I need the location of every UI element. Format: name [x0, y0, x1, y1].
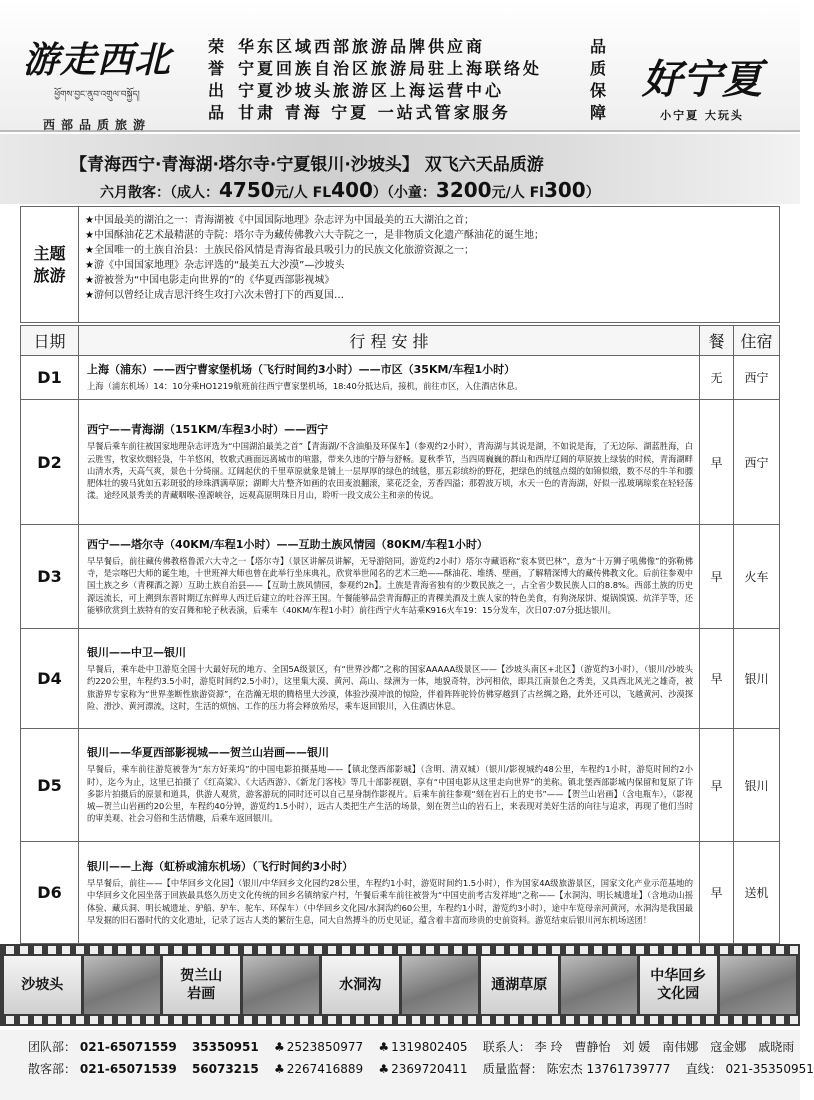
- meal-cell: 早: [700, 842, 734, 944]
- honor-line: 甘肃 青海 宁夏 一站式管家服务: [238, 103, 511, 122]
- plan-text: 早早餐后，前往——【中华回乡文化园】（银川/中华回乡文化园约28公里，车程约1小时，游览时间约1.5小时），作为国家4A级旅游景区，国家文化产业示范基地的中华回乡文化园坐落于回族最具悠久历史文化传统的回乡名镇纳家户村，午餐后乘车前往被誉为“中国史前考古发祥地”之称——【水洞沟、明长城遗址】（含地动山摇体验、藏兵洞、明长城遗址、驴船、驴车、驼车、环保车）（中华回乡文化园/水洞沟约60公里，车程约1小时，游览约3小时），途中车览母亲河黄河，水洞沟是我国最早发掘的旧石器时代的文化遗址，记录了远古人类的繁衍生息，同大自然搏斗的历史见证，蕴含着丰富而珍贵的史前资料。游览结束后银川河东机场送团！: [87, 877, 693, 925]
- plan-text: 上海（浦东机场）14：10分乘HO1219航班前往西宁曹家堡机场，18:40分抵达后，接机，前往市区，入住酒店休息。: [87, 381, 523, 392]
- route-text: 银川——上海（虹桥或浦东机场）（飞行时间约3小时）: [87, 859, 354, 873]
- vertical-left-char: 誉: [207, 59, 224, 78]
- left-brand-tibetan: ཕྱོགས་བྱང་ནུབ་འགྲུལ་བསྐྱོད།: [54, 90, 140, 100]
- table-row: [21, 525, 780, 629]
- header-day: 日期: [21, 326, 79, 356]
- plan-cell: [79, 842, 700, 944]
- frame-label-tonghu: 通湖草原: [481, 956, 558, 1014]
- adult-unit: 元/人 FL: [274, 185, 332, 201]
- film-perforation: [0, 946, 800, 954]
- day-cell: D5: [21, 729, 79, 842]
- vertical-left-char: 出: [207, 81, 224, 100]
- contact-names: 李 玲 曹静怡 刘 媛 南伟娜 寇金娜 戚晓雨: [534, 1040, 795, 1054]
- tour-title: 【青海西宁·青海湖·塔尔寺·宁夏银川·沙坡头】 双飞六天品质游: [70, 155, 544, 175]
- day-cell: D2: [21, 400, 79, 525]
- theme-list: [85, 213, 775, 303]
- plan-text: 早早餐后，前往藏传佛教格鲁派六大寺之一【塔尔寺】（景区讲解员讲解，无导游陪同，游览约2小时）塔尔寺藏语称“衮本贤巴林”，意为“十万狮子吼佛像”的弥勒佛寺，是宗喀巴大师的诞生地，十世班禅大师也曾在此举行坐床典礼，欣赏举世闻名的艺术三绝——酥油花、堆绣、壁画，了解精深博大的藏传佛教文化。后前往参观中国土族之乡（青稞酒之源）互助土族自治县——【互助土族风情园，参观约2h】。土族是青海省独有的少数民族之一，占全省少数民族人口的8.8%。西部土族的历史源远流长，可上溯到东晋时期辽东鲜卑人西迁后建立的吐谷浑王国。午餐能够品尝青海醇正的青稞美酒及土族人家的特色美食，有狗浇尿饼、焜锅馍馍、炕洋芋等，还能够欣赏到土族特有的安召舞和轮子秋表演，后乘车（40KM/车程1小时）前往西宁火车站乘K916火车19：15分发车，次日07:07分抵达银川。: [87, 555, 693, 615]
- child-price: 3200: [435, 178, 492, 202]
- meal-cell: 早: [700, 525, 734, 629]
- frame-label-huixiang: [640, 956, 717, 1014]
- frame-label-shapotou: 沙坡头: [4, 956, 81, 1014]
- right-logo: [622, 48, 782, 123]
- theme-item: ★游《中国国家地理》杂志评选的“最美五大沙漠”—沙坡头: [85, 260, 345, 271]
- theme-item: ★中国酥油花艺术最精湛的寺院：塔尔寺为藏传佛教六大寺院之一，是非物质文化遗产酥油花的诞生地；: [85, 230, 544, 241]
- supervisor: 陈宏杰 13761739777: [546, 1062, 671, 1076]
- vertical-right-char: 品: [589, 37, 606, 56]
- retail-phone: 021-65071539: [79, 1062, 177, 1076]
- route-text: 上海（浦东）——西宁曹家堡机场（飞行时间约3小时）——市区（35KM/车程1小时）: [87, 363, 516, 377]
- frame-text: 贺兰山: [180, 968, 223, 984]
- header: [0, 0, 800, 132]
- route-text: 银川——华夏西部影视城——贺兰山岩画——银川: [87, 746, 329, 760]
- footer: [0, 1030, 814, 1100]
- frame-text: 文化园: [657, 986, 700, 1002]
- child-unit: 元/人 Fl: [491, 185, 544, 201]
- meal-cell: 早: [700, 729, 734, 842]
- contact-label: 联系人：: [482, 1040, 531, 1054]
- plan-cell: [79, 729, 700, 842]
- day-cell: D6: [21, 842, 79, 944]
- plan-cell: [79, 525, 700, 629]
- theme-label: [21, 207, 79, 322]
- route-text: 西宁——塔尔寺（40KM/车程1小时）——互助土族风情园（80KM/车程1小时）: [87, 537, 488, 551]
- qq-number: ♣ 2267416889: [274, 1062, 363, 1076]
- film-frames: [4, 956, 796, 1014]
- plan-cell: [79, 356, 700, 400]
- honor-lines: [238, 36, 578, 124]
- vertical-right-char: 质: [589, 59, 606, 78]
- retail-label: 散客部：: [28, 1062, 77, 1076]
- film-perforation: [0, 1016, 800, 1024]
- table-row: [21, 842, 780, 944]
- group-label: 团队部：: [28, 1040, 77, 1054]
- vertical-left-text: [205, 36, 227, 124]
- itinerary-table: [20, 325, 780, 944]
- left-logo: [22, 32, 172, 133]
- frame-photo-rock: [243, 956, 320, 1014]
- header-plan: 行 程 安 排: [79, 326, 700, 356]
- honor-line: 宁夏回族自治区旅游局驻上海联络处: [238, 59, 543, 78]
- price-mid: ）（小童：: [372, 185, 436, 201]
- table-header-row: [21, 326, 780, 356]
- meal-cell: 早: [700, 400, 734, 525]
- route-text: 银川——中卫—银川: [87, 645, 186, 659]
- frame-text: 岩画: [187, 986, 216, 1002]
- theme-item: ★游何以曾经让成吉思汗终生攻打六次未曾打下的西夏国…: [85, 290, 344, 301]
- qq-number: ♣ 2523850977: [274, 1040, 363, 1054]
- vertical-right-text: [587, 36, 609, 124]
- table-row: [21, 356, 780, 400]
- table-row: [21, 400, 780, 525]
- qq-number: ♣ 2369720411: [378, 1062, 467, 1076]
- stay-cell: 西宁: [734, 356, 780, 400]
- theme-item: ★中国最美的湖泊之一：青海湖被《中国国际地理》杂志评为中国最美的五大湖泊之首；: [85, 215, 474, 226]
- price-line: [100, 178, 740, 202]
- frame-label-helanshan: [163, 956, 240, 1014]
- frame-photo-mosque: [720, 956, 797, 1014]
- footer-row-retail: [28, 1060, 814, 1077]
- price-suffix: ）: [585, 185, 600, 201]
- adult-price: 4750: [219, 178, 275, 202]
- vertical-left-char: 品: [207, 103, 224, 122]
- honor-line: 华东区域西部旅游品牌供应商: [238, 37, 486, 56]
- supervise-label: 质量监督：: [482, 1062, 543, 1076]
- theme-label-line: 旅游: [33, 265, 66, 285]
- frame-label-shuidonggou: 水洞沟: [322, 956, 399, 1014]
- group-phone: 021-65071559: [79, 1040, 177, 1054]
- stay-cell: 西宁: [734, 400, 780, 525]
- day-cell: D3: [21, 525, 79, 629]
- child-fl: 300: [543, 178, 586, 202]
- meal-cell: 早: [700, 629, 734, 729]
- vertical-right-char: 保: [589, 81, 606, 100]
- table-row: [21, 629, 780, 729]
- stay-cell: 送机: [734, 842, 780, 944]
- stay-cell: 银川: [734, 629, 780, 729]
- right-brand-name: 好宁夏: [642, 56, 762, 103]
- plan-text: 早餐后，乘车前往游览被誉为“东方好莱坞”的中国电影拍摄基地——【镇北堡西部影城】（含明、清双城）（银川/影视城约48公里，车程约1小时，游览时间约2小时），迄今为止，这里已拍摄了《红高粱》、《大话西游》、《新龙门客栈》等几十部影视剧，享有“中国电影从这里走向世界”的美称。镇北堡西部影城内保留和复原了许多影片拍摄后的原景和道具，供游人观赏，游客游玩的同时还可以自己星身制作影视片。后乘车前往参观“刻在岩石上的史书”——【贺兰山岩画】（含电瓶车），（影视城—贺兰山岩画约20公里，车程约40分钟，游览约1.5小时），远古人类把生产生活的场景，刻在贺兰山的岩石上，来表现对美好生活的向往与追求，再现了他们当时的审美观、社会习俗和生活情趣，后乘车返回银川。: [87, 764, 693, 824]
- frame-photo-desert: [84, 956, 161, 1014]
- theme-label-line: 主题: [33, 243, 66, 263]
- vertical-left-char: 荣: [207, 37, 224, 56]
- adult-fl: 400: [331, 178, 373, 202]
- header-stay: 住宿: [734, 326, 780, 356]
- day-cell: D1: [21, 356, 79, 400]
- frame-text: 中华回乡: [650, 968, 707, 984]
- footer-row-group: [28, 1038, 795, 1055]
- vertical-right-char: 障: [589, 103, 606, 122]
- header-meal: 餐: [700, 326, 734, 356]
- table-row: [21, 729, 780, 842]
- frame-photo-grassland: [561, 956, 638, 1014]
- route-text: 西宁——青海湖（151KM/车程3小时）——西宁: [87, 423, 329, 437]
- left-brand-slogan: 西部品质旅游: [42, 118, 151, 132]
- retail-phone: 56073215: [191, 1062, 259, 1076]
- qq-number: ♣ 1319802405: [378, 1040, 467, 1054]
- plan-cell: [79, 629, 700, 729]
- stay-cell: 火车: [734, 525, 780, 629]
- direct-phone: 021-35350951: [725, 1062, 814, 1076]
- plan-cell: [79, 400, 700, 525]
- day-cell: D4: [21, 629, 79, 729]
- price-prefix: 六月散客：（成人：: [100, 185, 219, 201]
- right-brand-slogan: 小宁夏 大玩头: [660, 109, 744, 122]
- plan-text: 早餐后，乘车赴中卫游览全国十大最好玩的地方、全国5A级景区，有“世界沙都”之称的国家AAAAA级景区——【沙坡头南区+北区】（游览约3小时），（银川/沙坡头约220公里，车程约3.5小时，游览时间约2.5小时），这里集大漠、黄河、高山、绿洲为一体，地貌奇特，沙河相依，即具江南景色之秀美，又具西北风光之雄奇，被旅游界专家称为“世界垄断性旅游资源”，在浩瀚无垠的腾格里大沙漠，体验沙漠冲浪的惊险，伴着阵阵驼铃仿佛穿越到了古丝绸之路，此外还可以，飞越黄河、沙漠探险、滑沙、黄河漂流，这时，生活的烦恼、工作的压力将会释放殆尽，乘车返回银川，入住酒店休息。: [87, 663, 693, 711]
- group-phone: 35350951: [191, 1040, 259, 1054]
- theme-item: ★游被誉为“中国电影走向世界的”的《华夏西部影视城》: [85, 275, 335, 286]
- theme-item: ★全国唯一的土族自治县：土族民俗风情是青海省最具吸引力的民族文化旅游资源之一；: [85, 245, 474, 256]
- plan-text: 早餐后乘车前往被国家地理杂志评选为“中国湖泊最美之首”【青海湖/不含油船及环保车】（参观约2小时），青海湖与其说是湖，不如说是海，了无边际、湖蓝胜海，白云胜雪，牧家炊烟轻袅，牛羊悠闲，牧歌式画面远离城市的喧嚣，带来久违的宁静与舒畅。夏秋季节，当四周巍巍的群山和西岸辽阔的草原披上绿装的时候，青海湖畔山清水秀，天高气爽，景色十分绮丽。辽阔起伏的千里草原就象是铺上一层厚厚的绿色的绒毯，那五彩缤纷的野花，把绿色的绒毯点缀的如锦似缎，数不尽的牛羊和膘肥体壮的骏马犹如五彩斑驳的珍珠洒满草原；湖畔大片整齐如画的农田麦浪翻滚，菜花泛金，芳香四溢；那碧波万顷，水天一色的青海湖，好似一泓玻璃琼浆在轻轻荡漾。途经风景秀美的青藏咽喉-湟源峡谷，远观高原明珠日月山，聆听一段文成公主和亲的传说。: [87, 441, 693, 501]
- meal-cell: 无: [700, 356, 734, 400]
- stay-cell: 银川: [734, 729, 780, 842]
- direct-label: 直线：: [685, 1062, 722, 1076]
- left-brand-name: 游走西北: [22, 39, 171, 81]
- film-strip: [0, 944, 800, 1026]
- theme-section: [20, 206, 780, 323]
- frame-photo-canyon: [402, 956, 479, 1014]
- honor-line: 宁夏沙坡头旅游区上海运营中心: [238, 81, 505, 100]
